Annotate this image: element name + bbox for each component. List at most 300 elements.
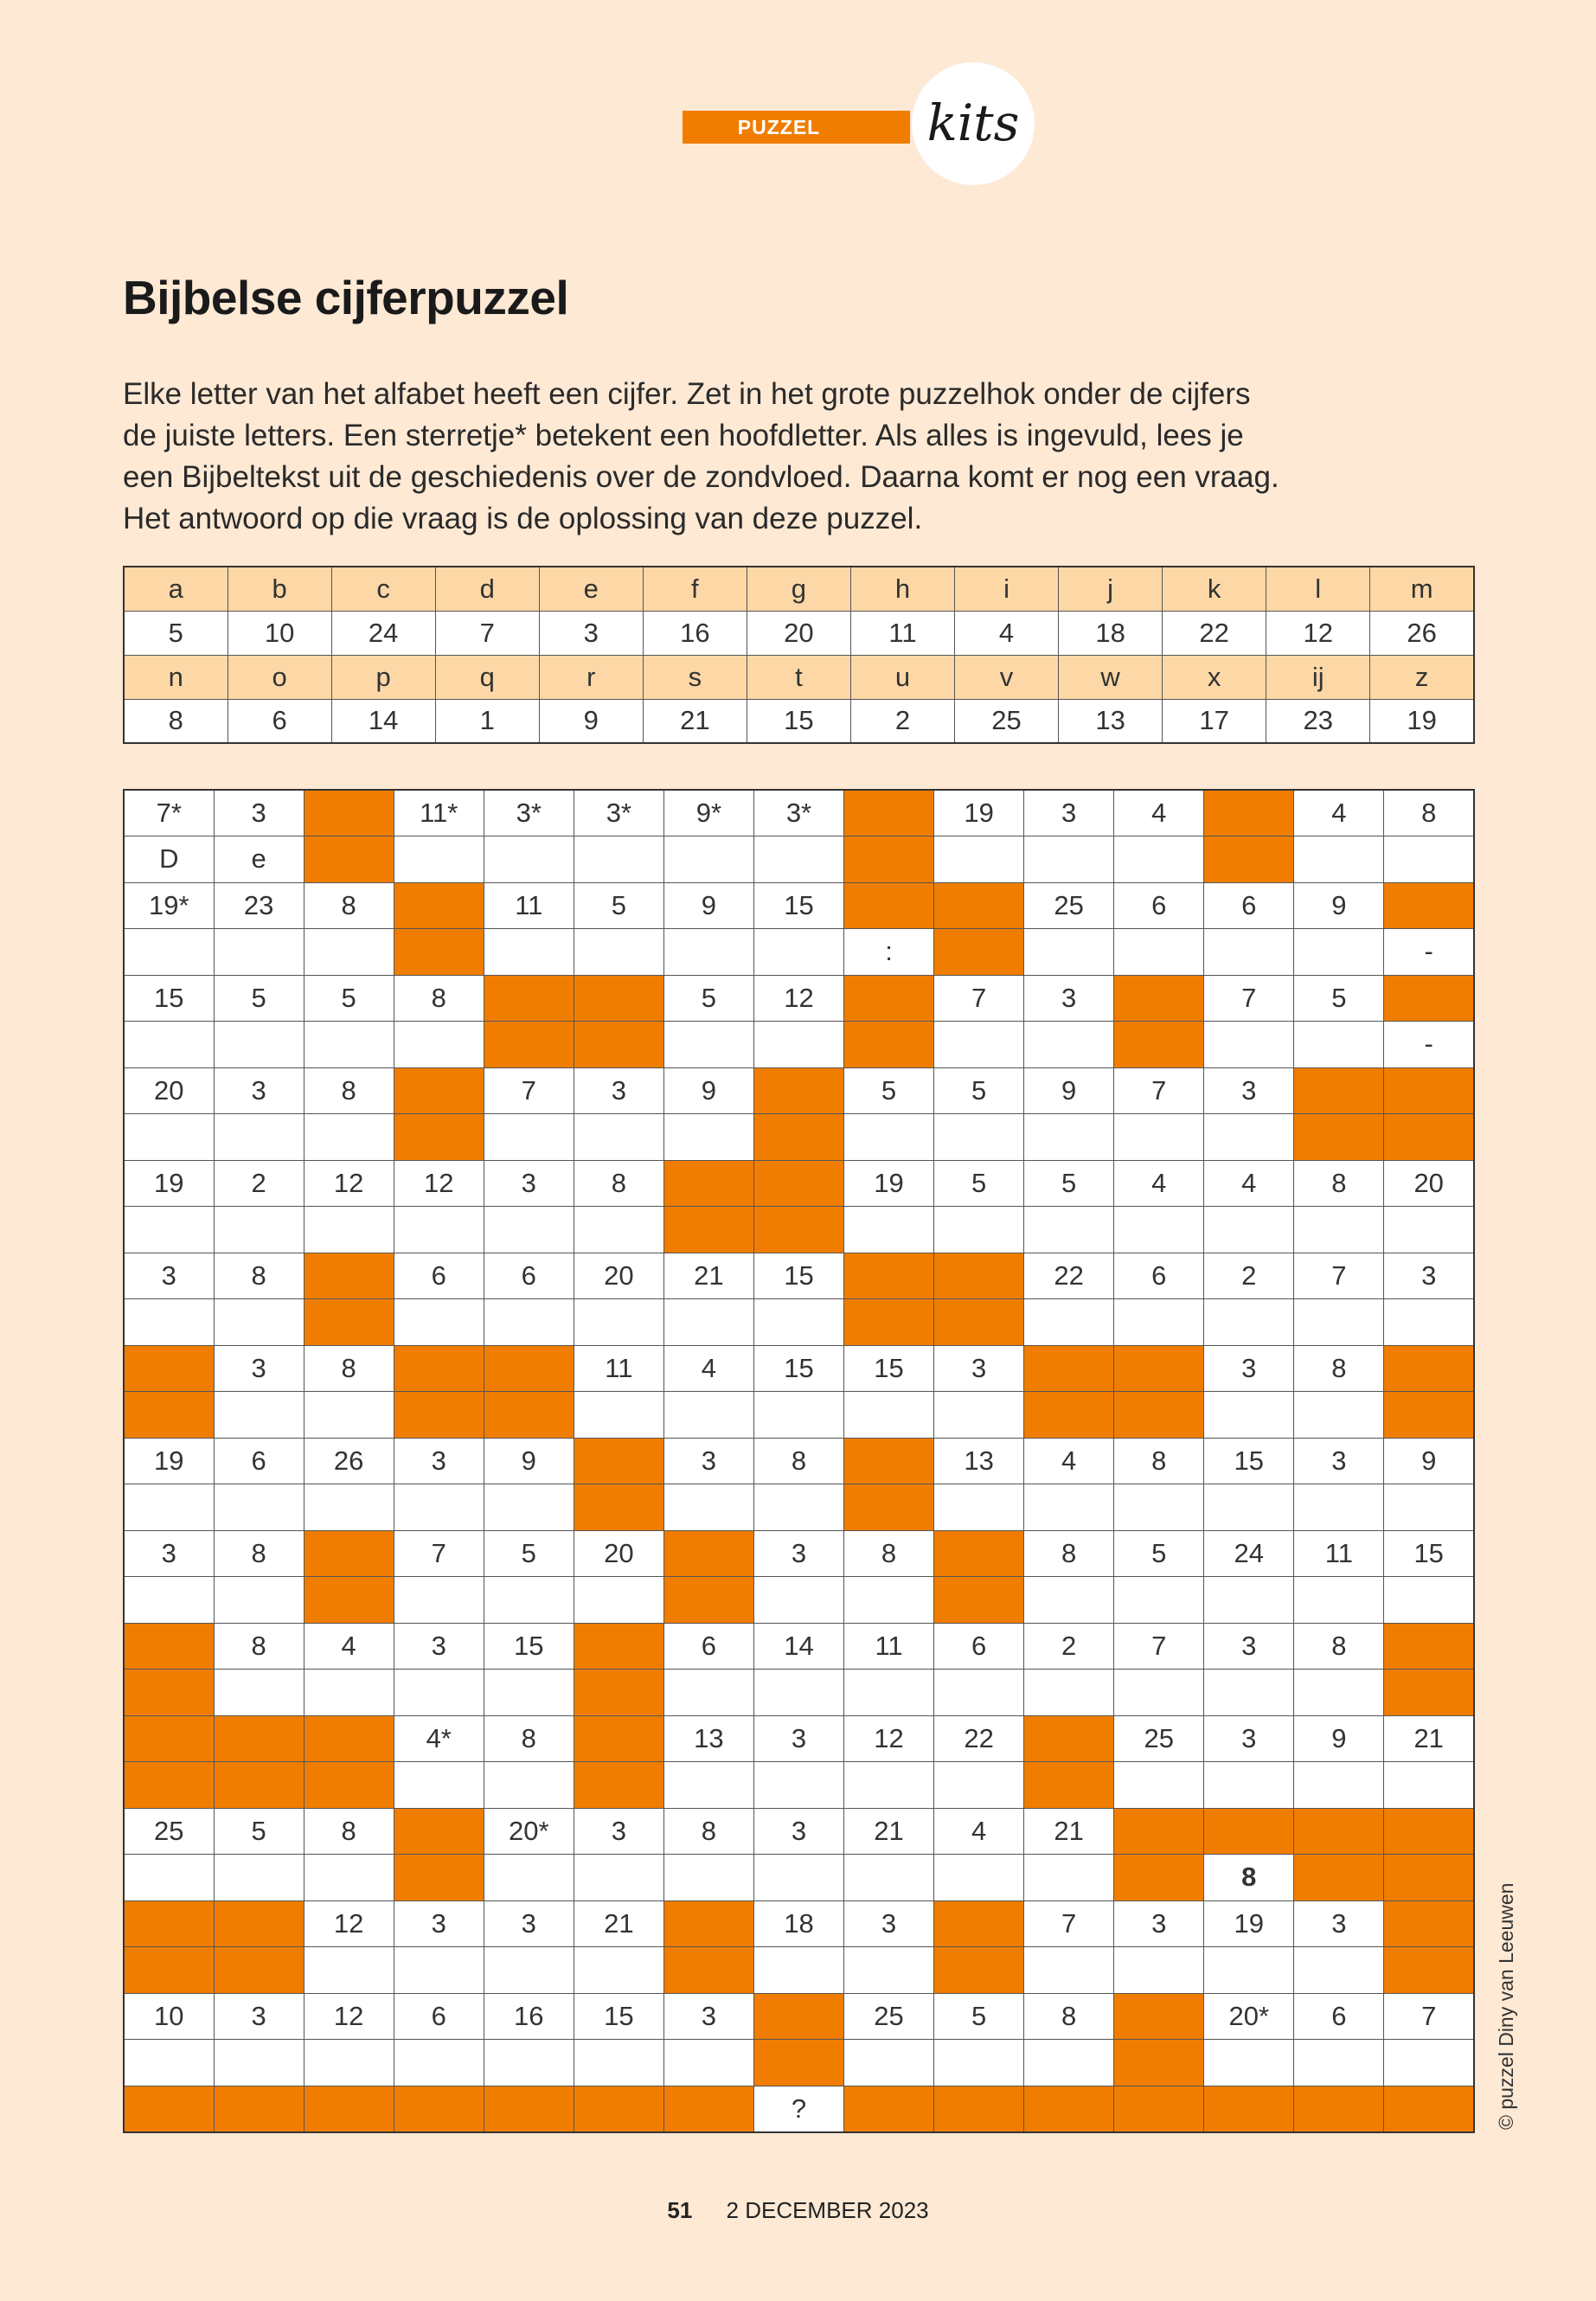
- grid-blocked-cell: [1384, 1947, 1474, 1994]
- grid-blocked-cell: [394, 1855, 484, 1901]
- key-letter-cell: i: [955, 567, 1059, 611]
- grid-number-cell: 5: [214, 975, 304, 1022]
- grid-answer-row: [124, 1484, 1474, 1531]
- grid-answer-cell[interactable]: [934, 1484, 1024, 1531]
- grid-answer-cell[interactable]: [663, 1484, 753, 1531]
- grid-answer-cell[interactable]: [1294, 1299, 1384, 1346]
- grid-answer-cell[interactable]: [1384, 1299, 1474, 1346]
- grid-answer-cell[interactable]: [394, 836, 484, 883]
- grid-answer-cell[interactable]: [753, 1855, 843, 1901]
- grid-answer-cell[interactable]: [934, 2040, 1024, 2086]
- grid-blocked-cell: [394, 2086, 484, 2132]
- grid-answer-cell[interactable]: [214, 2040, 304, 2086]
- grid-answer-cell[interactable]: [1294, 1022, 1384, 1068]
- grid-answer-cell[interactable]: [484, 1855, 574, 1901]
- grid-answer-cell[interactable]: [394, 1947, 484, 1994]
- grid-answer-cell[interactable]: [1204, 1022, 1294, 1068]
- grid-answer-cell[interactable]: [1204, 1762, 1294, 1809]
- grid-blocked-cell: [753, 1067, 843, 1114]
- grid-answer-row: [124, 1022, 1474, 1068]
- grid-number-cell: 5: [574, 882, 663, 929]
- grid-answer-cell[interactable]: [753, 929, 843, 976]
- grid-answer-cell[interactable]: -: [1384, 1022, 1474, 1068]
- grid-answer-cell[interactable]: [1114, 1114, 1204, 1161]
- grid-answer-cell[interactable]: [124, 929, 214, 976]
- grid-answer-cell[interactable]: [934, 1022, 1024, 1068]
- key-letter-cell: u: [850, 655, 954, 699]
- grid-number-cell: 11: [1294, 1530, 1384, 1577]
- grid-number-row: [124, 882, 1474, 929]
- grid-answer-cell[interactable]: [1294, 836, 1384, 883]
- grid-answer-cell[interactable]: [753, 1947, 843, 1994]
- grid-answer-cell[interactable]: [214, 1392, 304, 1439]
- grid-answer-cell[interactable]: [1024, 1855, 1114, 1901]
- grid-answer-cell[interactable]: [484, 2040, 574, 2086]
- grid-answer-cell[interactable]: [1114, 1207, 1204, 1253]
- grid-number-cell: 5: [663, 975, 753, 1022]
- grid-answer-cell[interactable]: [753, 1577, 843, 1624]
- grid-answer-cell[interactable]: [844, 1762, 934, 1809]
- grid-answer-cell[interactable]: [124, 2040, 214, 2086]
- grid-blocked-cell: [934, 929, 1024, 976]
- grid-answer-cell[interactable]: [1114, 1299, 1204, 1346]
- grid-answer-cell[interactable]: [1294, 1947, 1384, 1994]
- grid-number-cell: 15: [844, 1345, 934, 1392]
- grid-answer-cell[interactable]: [1204, 2040, 1294, 2086]
- grid-blocked-cell: [1024, 1762, 1114, 1809]
- grid-answer-cell[interactable]: [1024, 1484, 1114, 1531]
- grid-answer-cell[interactable]: [484, 1484, 574, 1531]
- grid-answer-cell[interactable]: [214, 1207, 304, 1253]
- grid-number-cell: 15: [574, 1993, 663, 2040]
- grid-answer-cell[interactable]: [663, 1299, 753, 1346]
- grid-answer-cell[interactable]: [574, 1577, 663, 1624]
- grid-answer-cell[interactable]: [214, 1484, 304, 1531]
- grid-answer-cell[interactable]: [753, 836, 843, 883]
- grid-blocked-cell: [304, 1530, 394, 1577]
- grid-answer-cell[interactable]: [934, 1207, 1024, 1253]
- grid-answer-cell[interactable]: [304, 2040, 394, 2086]
- grid-blocked-cell: [663, 1207, 753, 1253]
- grid-answer-row: [124, 1670, 1474, 1716]
- grid-answer-cell[interactable]: [394, 1299, 484, 1346]
- grid-number-cell: 5: [844, 1067, 934, 1114]
- grid-number-cell: 3: [394, 1438, 484, 1484]
- grid-blocked-cell: [124, 1947, 214, 1994]
- key-number-cell: 7: [435, 611, 539, 655]
- grid-answer-cell[interactable]: [844, 1392, 934, 1439]
- grid-number-cell: 23: [214, 882, 304, 929]
- grid-blocked-cell: [1294, 1114, 1384, 1161]
- grid-blocked-cell: [304, 836, 394, 883]
- grid-number-cell: 8: [484, 1715, 574, 1762]
- grid-answer-cell[interactable]: [1294, 1762, 1384, 1809]
- key-number-cell: 21: [643, 699, 747, 743]
- grid-answer-cell[interactable]: [574, 1207, 663, 1253]
- key-number-cell: 17: [1163, 699, 1266, 743]
- grid-blocked-cell: [304, 1715, 394, 1762]
- grid-answer-cell[interactable]: [394, 1484, 484, 1531]
- grid-answer-cell[interactable]: [484, 1947, 574, 1994]
- intro-line: Het antwoord op die vraag is de oplossing van deze puzzel.: [123, 502, 923, 535]
- grid-number-cell: 26: [304, 1438, 394, 1484]
- grid-blocked-cell: [1384, 1114, 1474, 1161]
- puzzle-credit: © puzzel Diny van Leeuwen: [1495, 1882, 1517, 2130]
- grid-answer-cell[interactable]: [1204, 1577, 1294, 1624]
- grid-answer-cell[interactable]: -: [1384, 929, 1474, 976]
- grid-number-cell: 5: [214, 1808, 304, 1855]
- grid-number-cell: 13: [934, 1438, 1024, 1484]
- key-number-cell: 2: [850, 699, 954, 743]
- grid-blocked-cell: [934, 1253, 1024, 1299]
- grid-answer-cell[interactable]: [1114, 929, 1204, 976]
- grid-answer-cell[interactable]: [934, 1392, 1024, 1439]
- grid-number-cell: 5: [304, 975, 394, 1022]
- grid-answer-cell[interactable]: [214, 929, 304, 976]
- grid-number-row: [124, 1715, 1474, 1762]
- grid-answer-cell[interactable]: [124, 1484, 214, 1531]
- grid-number-cell: 12: [304, 1900, 394, 1947]
- grid-blocked-cell: [663, 1900, 753, 1947]
- grid-answer-cell[interactable]: [484, 1207, 574, 1253]
- grid-answer-cell[interactable]: [394, 1762, 484, 1809]
- grid-answer-cell[interactable]: [1294, 2040, 1384, 2086]
- key-letter-cell: v: [955, 655, 1059, 699]
- grid-blocked-cell: [574, 1623, 663, 1670]
- grid-blocked-cell: [214, 2086, 304, 2132]
- grid-number-cell: 5: [934, 1993, 1024, 2040]
- grid-answer-cell[interactable]: 8: [1204, 1855, 1294, 1901]
- grid-answer-cell[interactable]: [663, 1855, 753, 1901]
- grid-answer-cell[interactable]: [1204, 1947, 1294, 1994]
- grid-number-cell: 8: [844, 1530, 934, 1577]
- grid-answer-cell[interactable]: [124, 1114, 214, 1161]
- grid-blocked-cell: [844, 1438, 934, 1484]
- grid-answer-cell[interactable]: [1024, 1947, 1114, 1994]
- key-letter-cell: k: [1163, 567, 1266, 611]
- grid-blocked-cell: [1384, 975, 1474, 1022]
- grid-number-cell: 4: [1294, 790, 1384, 836]
- grid-blocked-cell: [304, 1299, 394, 1346]
- grid-number-cell: 15: [753, 1345, 843, 1392]
- grid-blocked-cell: [934, 1530, 1024, 1577]
- grid-number-cell: 18: [753, 1900, 843, 1947]
- grid-answer-cell[interactable]: [124, 1022, 214, 1068]
- grid-number-cell: 14: [753, 1623, 843, 1670]
- grid-answer-cell[interactable]: [753, 1670, 843, 1716]
- grid-number-cell: 7*: [124, 790, 214, 836]
- key-number-cell: 5: [124, 611, 228, 655]
- key-letter-cell: w: [1059, 655, 1163, 699]
- grid-answer-cell[interactable]: [1294, 929, 1384, 976]
- grid-answer-cell[interactable]: [844, 1947, 934, 1994]
- grid-answer-cell[interactable]: :: [844, 929, 934, 976]
- grid-number-cell: 15: [1384, 1530, 1474, 1577]
- grid-answer-cell[interactable]: [1204, 1207, 1294, 1253]
- grid-number-cell: 6: [484, 1253, 574, 1299]
- grid-answer-cell[interactable]: [663, 1114, 753, 1161]
- grid-answer-cell[interactable]: [1294, 1392, 1384, 1439]
- grid-answer-cell[interactable]: [753, 1484, 843, 1531]
- grid-answer-cell[interactable]: [844, 1855, 934, 1901]
- grid-number-row: [124, 1900, 1474, 1947]
- grid-answer-cell[interactable]: [934, 1855, 1024, 1901]
- grid-blocked-cell: [124, 2086, 214, 2132]
- grid-number-cell: 25: [124, 1808, 214, 1855]
- grid-blocked-cell: [1114, 1022, 1204, 1068]
- grid-answer-cell[interactable]: [574, 836, 663, 883]
- grid-answer-row: [124, 1207, 1474, 1253]
- grid-answer-cell[interactable]: [124, 1299, 214, 1346]
- grid-answer-cell[interactable]: [484, 1762, 574, 1809]
- grid-answer-cell[interactable]: [663, 2040, 753, 2086]
- grid-answer-cell[interactable]: [1204, 1114, 1294, 1161]
- grid-answer-cell[interactable]: [1294, 1670, 1384, 1716]
- grid-answer-cell[interactable]: [574, 1855, 663, 1901]
- page-footer: [0, 2197, 1596, 2224]
- grid-answer-cell[interactable]: [574, 929, 663, 976]
- grid-blocked-cell: [1384, 1345, 1474, 1392]
- grid-number-cell: 19: [124, 1438, 214, 1484]
- grid-number-row: [124, 1345, 1474, 1392]
- grid-answer-cell[interactable]: [1114, 1762, 1204, 1809]
- grid-answer-cell[interactable]: [574, 1114, 663, 1161]
- grid-answer-cell[interactable]: [663, 929, 753, 976]
- kits-logo-mark: [912, 62, 1035, 185]
- grid-answer-cell[interactable]: [1024, 1670, 1114, 1716]
- grid-number-cell: 8: [394, 975, 484, 1022]
- grid-blocked-cell: [214, 1762, 304, 1809]
- grid-answer-cell[interactable]: [1384, 1484, 1474, 1531]
- grid-number-cell: 3: [124, 1530, 214, 1577]
- grid-answer-cell[interactable]: [1114, 1947, 1204, 1994]
- grid-answer-cell[interactable]: [1024, 836, 1114, 883]
- grid-number-cell: 2: [1204, 1253, 1294, 1299]
- grid-answer-cell[interactable]: [663, 1762, 753, 1809]
- grid-answer-cell[interactable]: [214, 1855, 304, 1901]
- grid-number-cell: 22: [934, 1715, 1024, 1762]
- grid-answer-cell[interactable]: [394, 1577, 484, 1624]
- grid-blocked-cell: [394, 1392, 484, 1439]
- grid-answer-cell[interactable]: [1294, 1207, 1384, 1253]
- grid-answer-cell[interactable]: [484, 836, 574, 883]
- grid-answer-cell[interactable]: [1024, 1114, 1114, 1161]
- key-letters-row: [124, 655, 1474, 699]
- grid-number-cell: 3: [214, 1067, 304, 1114]
- grid-answer-cell[interactable]: [214, 1114, 304, 1161]
- grid-answer-cell[interactable]: [663, 1392, 753, 1439]
- grid-answer-cell[interactable]: [1114, 1484, 1204, 1531]
- key-number-cell: 26: [1370, 611, 1474, 655]
- grid-answer-cell[interactable]: [844, 1670, 934, 1716]
- grid-answer-cell[interactable]: [934, 1762, 1024, 1809]
- grid-answer-cell[interactable]: [1384, 2040, 1474, 2086]
- grid-answer-cell[interactable]: [304, 1022, 394, 1068]
- grid-answer-cell[interactable]: [304, 1392, 394, 1439]
- grid-answer-cell[interactable]: [1294, 1484, 1384, 1531]
- grid-answer-cell[interactable]: [574, 1299, 663, 1346]
- grid-number-cell: 9: [663, 1067, 753, 1114]
- letter-key-table: [123, 566, 1475, 744]
- grid-answer-cell[interactable]: [214, 1022, 304, 1068]
- grid-answer-cell[interactable]: [1024, 929, 1114, 976]
- grid-answer-cell[interactable]: [1384, 836, 1474, 883]
- grid-number-cell: 8: [304, 882, 394, 929]
- grid-answer-cell[interactable]: [574, 1947, 663, 1994]
- grid-blocked-cell: [1294, 1808, 1384, 1855]
- grid-answer-cell[interactable]: [574, 1392, 663, 1439]
- grid-answer-cell[interactable]: [304, 1114, 394, 1161]
- grid-answer-row: [124, 2040, 1474, 2086]
- grid-blocked-cell: [753, 1207, 843, 1253]
- key-letter-cell: x: [1163, 655, 1266, 699]
- grid-answer-cell[interactable]: [1204, 1484, 1294, 1531]
- grid-answer-cell[interactable]: [844, 2040, 934, 2086]
- grid-answer-cell[interactable]: [1114, 1577, 1204, 1624]
- grid-blocked-cell: [304, 1253, 394, 1299]
- grid-number-cell: 6: [394, 1993, 484, 2040]
- grid-blocked-cell: [124, 1670, 214, 1716]
- grid-number-cell: 6: [214, 1438, 304, 1484]
- grid-answer-cell[interactable]: [753, 1022, 843, 1068]
- grid-answer-cell[interactable]: [484, 1670, 574, 1716]
- grid-answer-cell[interactable]: [934, 1114, 1024, 1161]
- grid-answer-cell[interactable]: [1384, 1577, 1474, 1624]
- grid-answer-cell[interactable]: [844, 1207, 934, 1253]
- grid-number-cell: 24: [1204, 1530, 1294, 1577]
- grid-answer-cell[interactable]: [753, 1762, 843, 1809]
- puzzle-grid: [123, 789, 1475, 2133]
- grid-number-cell: 19: [934, 790, 1024, 836]
- grid-number-cell: 11*: [394, 790, 484, 836]
- grid-answer-cell[interactable]: [1384, 1207, 1474, 1253]
- grid-number-cell: 3: [1114, 1900, 1204, 1947]
- grid-answer-cell[interactable]: [484, 929, 574, 976]
- grid-blocked-cell: [663, 2086, 753, 2132]
- grid-answer-cell[interactable]: [574, 2040, 663, 2086]
- grid-blocked-cell: [1294, 1067, 1384, 1114]
- grid-answer-cell[interactable]: [1024, 1299, 1114, 1346]
- grid-answer-cell[interactable]: [484, 1299, 574, 1346]
- grid-answer-cell[interactable]: [124, 1855, 214, 1901]
- grid-answer-cell[interactable]: [934, 1670, 1024, 1716]
- grid-answer-cell[interactable]: [394, 2040, 484, 2086]
- grid-number-cell: 7: [1114, 1067, 1204, 1114]
- grid-blocked-cell: [124, 1715, 214, 1762]
- grid-answer-cell[interactable]: D: [124, 836, 214, 883]
- grid-blocked-cell: [304, 2086, 394, 2132]
- grid-blocked-cell: [663, 1160, 753, 1207]
- grid-blocked-cell: [1384, 1067, 1474, 1114]
- grid-answer-cell[interactable]: [214, 1299, 304, 1346]
- key-number-cell: 13: [1059, 699, 1163, 743]
- grid-blocked-cell: [1384, 882, 1474, 929]
- grid-number-cell: 8: [214, 1253, 304, 1299]
- grid-number-cell: 8: [1024, 1530, 1114, 1577]
- grid-answer-cell[interactable]: [304, 1484, 394, 1531]
- grid-answer-cell[interactable]: [1204, 929, 1294, 976]
- grid-answer-cell[interactable]: [1294, 1577, 1384, 1624]
- grid-answer-cell[interactable]: [124, 1577, 214, 1624]
- grid-answer-cell[interactable]: [663, 836, 753, 883]
- grid-blocked-cell: [304, 790, 394, 836]
- grid-number-cell: 3: [214, 1993, 304, 2040]
- grid-number-cell: 3: [1204, 1623, 1294, 1670]
- grid-answer-cell[interactable]: [484, 1114, 574, 1161]
- grid-number-cell: 4: [1114, 790, 1204, 836]
- grid-blocked-cell: [1384, 1808, 1474, 1855]
- key-number-cell: 19: [1370, 699, 1474, 743]
- grid-number-cell: 4: [1024, 1438, 1114, 1484]
- grid-answer-cell[interactable]: [394, 1670, 484, 1716]
- key-letter-cell: a: [124, 567, 228, 611]
- grid-answer-cell[interactable]: [1024, 1577, 1114, 1624]
- grid-answer-cell[interactable]: [1114, 1670, 1204, 1716]
- grid-answer-cell[interactable]: [214, 1577, 304, 1624]
- grid-number-cell: 5: [934, 1067, 1024, 1114]
- grid-answer-cell[interactable]: [663, 1022, 753, 1068]
- grid-answer-cell[interactable]: [304, 1947, 394, 1994]
- key-number-cell: 24: [331, 611, 435, 655]
- grid-answer-cell[interactable]: [304, 929, 394, 976]
- grid-answer-cell[interactable]: [753, 1299, 843, 1346]
- grid-number-cell: 21: [663, 1253, 753, 1299]
- grid-answer-cell[interactable]: [304, 1855, 394, 1901]
- grid-answer-cell[interactable]: [1384, 1762, 1474, 1809]
- grid-answer-cell[interactable]: [394, 1207, 484, 1253]
- grid-number-cell: 19: [1204, 1900, 1294, 1947]
- grid-number-cell: 7: [1294, 1253, 1384, 1299]
- grid-answer-cell[interactable]: [1204, 1392, 1294, 1439]
- grid-number-cell: 3: [663, 1993, 753, 2040]
- grid-number-cell: 3: [574, 1067, 663, 1114]
- grid-answer-cell[interactable]: [1024, 1207, 1114, 1253]
- grid-answer-cell[interactable]: [753, 1392, 843, 1439]
- grid-answer-cell[interactable]: [394, 1022, 484, 1068]
- grid-answer-cell[interactable]: [1114, 836, 1204, 883]
- grid-number-cell: 9*: [663, 790, 753, 836]
- grid-blocked-cell: [1294, 1855, 1384, 1901]
- grid-number-cell: 5: [1114, 1530, 1204, 1577]
- grid-number-cell: 6: [934, 1623, 1024, 1670]
- grid-number-cell: 8: [1384, 790, 1474, 836]
- grid-number-cell: 3: [1204, 1715, 1294, 1762]
- grid-answer-cell[interactable]: [484, 1577, 574, 1624]
- key-letter-cell: o: [228, 655, 331, 699]
- grid-number-cell: 9: [484, 1438, 574, 1484]
- grid-number-cell: 5: [484, 1530, 574, 1577]
- grid-answer-cell[interactable]: [214, 1670, 304, 1716]
- grid-answer-cell[interactable]: [844, 1577, 934, 1624]
- key-number-cell: 15: [747, 699, 850, 743]
- grid-answer-cell[interactable]: [844, 1114, 934, 1161]
- grid-answer-cell[interactable]: [124, 1207, 214, 1253]
- grid-number-cell: 4: [304, 1623, 394, 1670]
- grid-answer-cell[interactable]: [1024, 1022, 1114, 1068]
- grid-answer-cell[interactable]: [663, 1670, 753, 1716]
- grid-answer-cell[interactable]: [304, 1670, 394, 1716]
- grid-answer-cell[interactable]: [1204, 1670, 1294, 1716]
- grid-number-cell: 15: [484, 1623, 574, 1670]
- grid-answer-cell[interactable]: [1204, 1299, 1294, 1346]
- grid-blocked-cell: [124, 1345, 214, 1392]
- grid-answer-cell[interactable]: [304, 1207, 394, 1253]
- grid-number-cell: 3: [214, 790, 304, 836]
- grid-number-cell: 15: [753, 1253, 843, 1299]
- grid-answer-cell[interactable]: [1024, 2040, 1114, 2086]
- grid-answer-cell[interactable]: e: [214, 836, 304, 883]
- grid-answer-cell[interactable]: [934, 836, 1024, 883]
